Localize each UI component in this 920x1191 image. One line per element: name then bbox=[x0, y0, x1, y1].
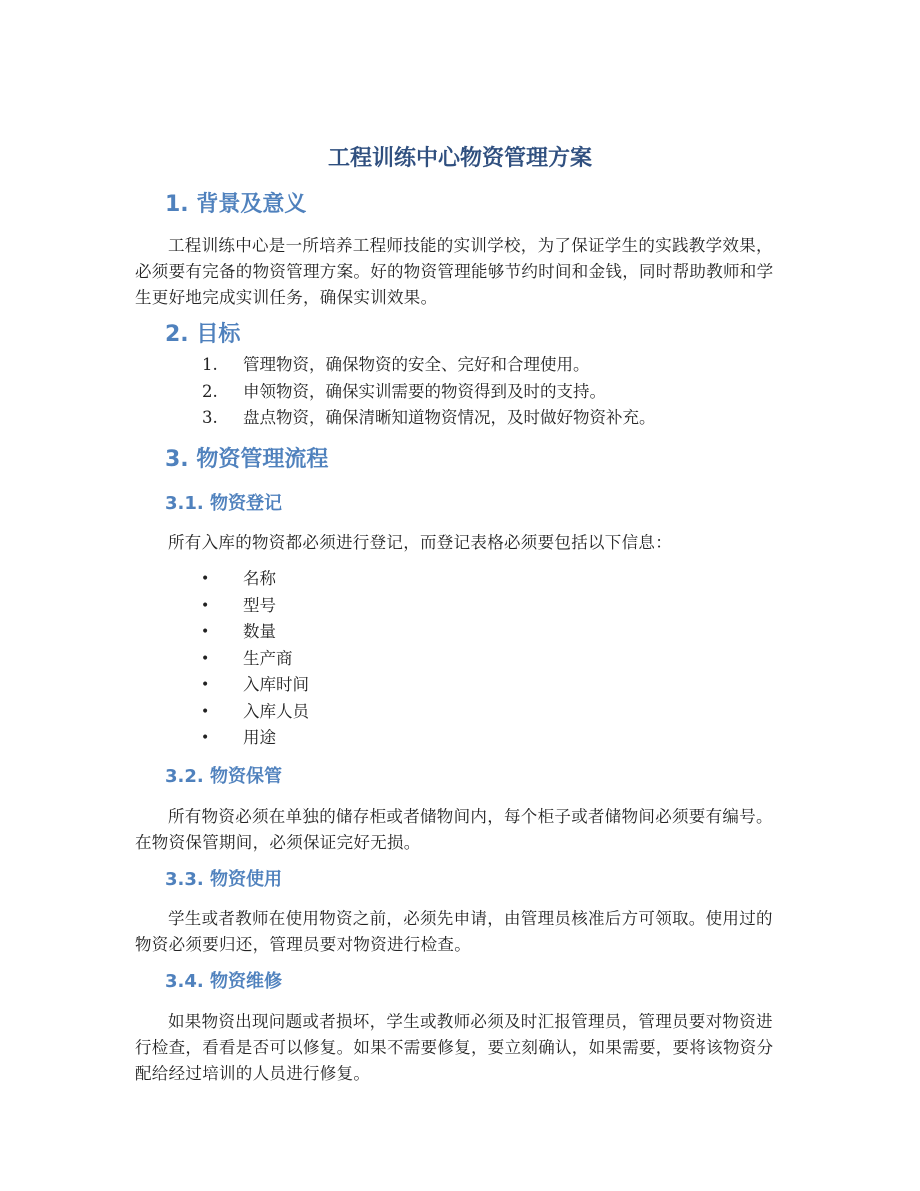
list-item bbox=[0, 566, 920, 593]
subsection-heading-repair: 3.4. 物资维修 bbox=[165, 971, 282, 992]
list-item-text: 数量 bbox=[243, 622, 276, 641]
subsection-heading-registration: 3.1. 物资登记 bbox=[165, 493, 282, 514]
list-item-text: 名称 bbox=[243, 569, 276, 588]
bullet-icon: • bbox=[201, 650, 210, 667]
bullet-icon: • bbox=[201, 730, 210, 746]
bullet-icon: • bbox=[201, 571, 210, 587]
section-heading-background: 1. 背景及意义 bbox=[165, 192, 307, 217]
subsection-paragraph-storage: 所有物资必须在单独的储存柜或者储物间内，每个柜子或者储物间必须要有编号。在物资保管期间，必须保证完好无损。 bbox=[135, 807, 773, 852]
list-item-text: 申领物资，确保实训需要的物资得到及时的支持。 bbox=[243, 381, 606, 401]
list-item-text: 入库时间 bbox=[243, 675, 309, 694]
list-item-number: 1. bbox=[202, 355, 218, 374]
list-item bbox=[0, 725, 920, 752]
list-item-text: 生产商 bbox=[243, 648, 293, 668]
subsection-heading-storage: 3.2. 物资保管 bbox=[165, 766, 282, 787]
list-item-text: 入库人员 bbox=[243, 701, 309, 721]
list-item-number: 3. bbox=[202, 408, 218, 427]
list-item bbox=[0, 672, 920, 699]
list-item bbox=[0, 593, 920, 620]
list-item bbox=[0, 405, 920, 432]
list-item-text: 用途 bbox=[243, 728, 276, 747]
list-item bbox=[0, 379, 920, 406]
bullet-icon: • bbox=[201, 624, 210, 640]
list-item bbox=[0, 699, 920, 726]
section-paragraph-background: 工程训练中心是一所培养工程师技能的实训学校，为了保证学生的实践教学效果，必须要有完备的物资管理方案。好的物资管理能够节约时间和金钱，同时帮助教师和学生更好地完成实训任务，确保实训效果。 bbox=[135, 236, 774, 307]
section-heading-goals: 2. 目标 bbox=[165, 322, 241, 347]
list-item-text: 管理物资，确保物资的安全、完好和合理使用。 bbox=[243, 355, 590, 374]
list-item bbox=[0, 352, 920, 379]
list-item-number: 2. bbox=[202, 381, 218, 401]
subsection-paragraph-registration: 所有入库的物资都必须进行登记，而登记表格必须要包括以下信息： bbox=[168, 533, 672, 552]
subsection-paragraph-repair: 如果物资出现问题或者损坏，学生或教师必须及时汇报管理员，管理员要对物资进行检查，看看是否可以修复。如果不需要修复，要立刻确认，如果需要，要将该物资分配给经过培训的人员进行修复。 bbox=[135, 1012, 774, 1083]
bullet-icon: • bbox=[201, 703, 210, 720]
list-item-text: 盘点物资，确保清晰知道物资情况，及时做好物资补充。 bbox=[243, 408, 656, 427]
subsection-heading-usage: 3.3. 物资使用 bbox=[165, 869, 282, 890]
goals-list bbox=[0, 352, 920, 432]
list-item bbox=[0, 619, 920, 646]
list-item-text: 型号 bbox=[243, 595, 276, 615]
section-heading-process: 3. 物资管理流程 bbox=[165, 447, 329, 472]
document-title: 工程训练中心物资管理方案 bbox=[327, 146, 592, 171]
bullet-icon: • bbox=[201, 597, 210, 614]
list-item bbox=[0, 646, 920, 673]
bullet-icon: • bbox=[201, 677, 210, 693]
subsection-paragraph-usage: 学生或者教师在使用物资之前，必须先申请，由管理员核准后方可领取。使用过的物资必须要归还，管理员要对物资进行检查。 bbox=[135, 909, 773, 954]
registration-fields-list bbox=[0, 566, 920, 752]
